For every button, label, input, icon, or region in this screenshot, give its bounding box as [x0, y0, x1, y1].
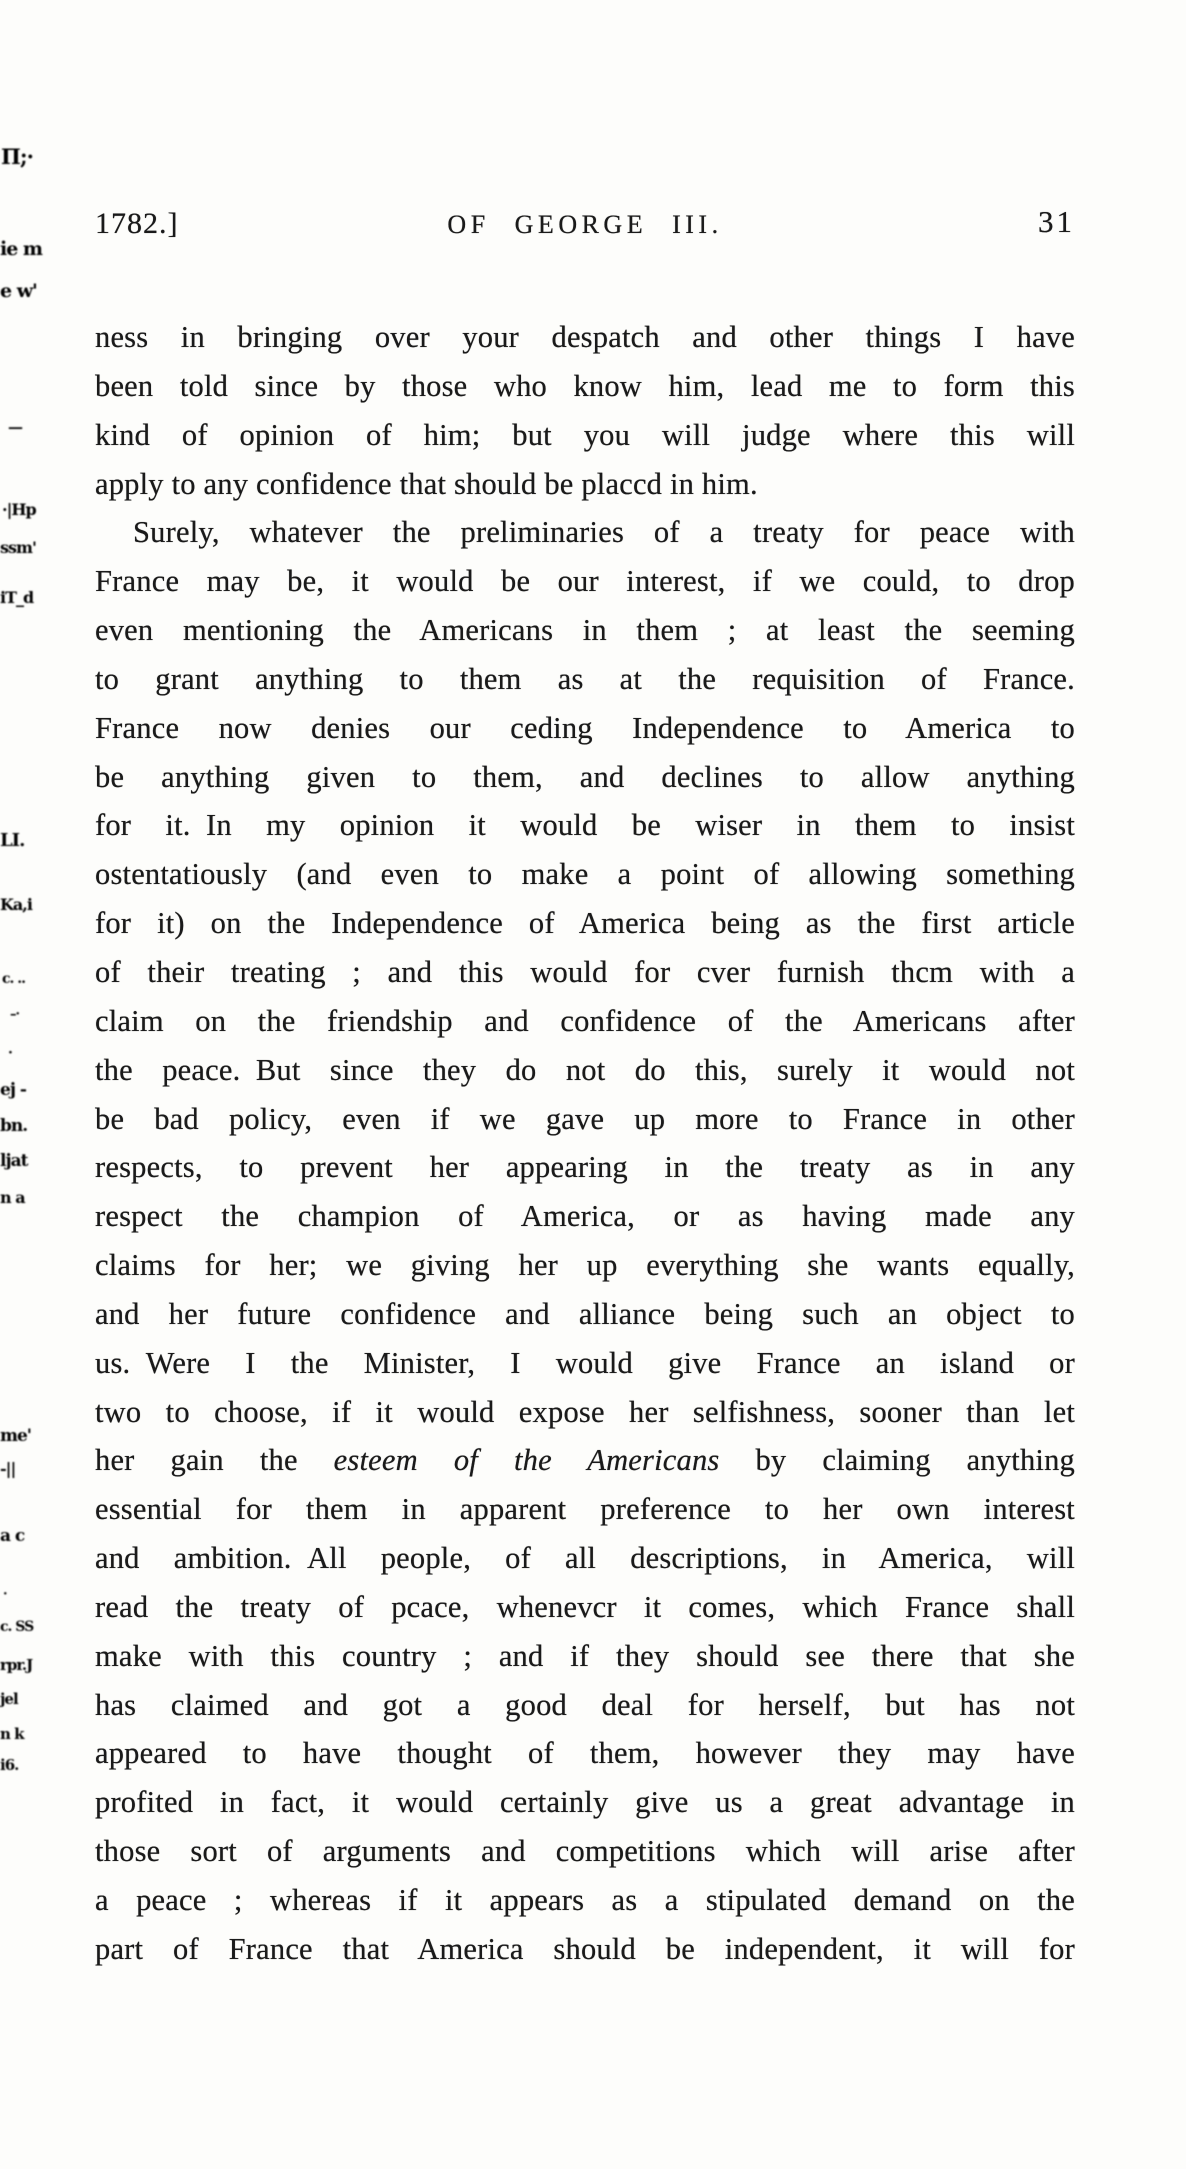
text-line: claims for her; we giving her up everything she wants equally,	[95, 1248, 1075, 1283]
margin-artifact: —	[8, 418, 22, 436]
text-line: to grant anything to them as at the requisition of France.	[95, 661, 1075, 696]
margin-artifact: a c	[0, 1526, 25, 1546]
margin-artifact: me'	[0, 1426, 32, 1446]
text-line: been told since by those who know him, lead me to form this	[95, 368, 1075, 403]
text-line: two to choose, if it would expose her selfishness, sooner than let	[95, 1394, 1075, 1429]
margin-artifact: ssm'	[0, 538, 36, 557]
text-segment: her gain the	[95, 1443, 334, 1478]
text-line: Surely, whatever the preliminaries of a treaty for peace with	[133, 515, 1075, 550]
text-line: of their treating ; and this would for cver furnish thcm with a	[95, 954, 1075, 989]
text-line: ness in bringing over your despatch and other things I have	[95, 320, 1075, 354]
margin-artifact: e w'	[0, 280, 37, 302]
text-line: a peace ; whereas if it appears as a stipulated demand on the	[95, 1883, 1075, 1917]
margin-artifact: LI.	[0, 830, 25, 851]
text-line: read the treaty of pcace, whenevcr it comes, which France shall	[95, 1589, 1075, 1624]
text-line: for it) on the Independence of America being as the first article	[95, 906, 1075, 941]
margin-artifact: n a	[0, 1188, 25, 1207]
margin-artifact: ·	[3, 1587, 7, 1602]
text-line: appeared to have thought of them, however they may have	[95, 1736, 1075, 1771]
margin-artifact: i6.	[0, 1756, 19, 1774]
text-line: profited in fact, it would certainly give us a great advantage in	[95, 1785, 1075, 1820]
text-line: respects, to prevent her appearing in the treaty as in any	[95, 1150, 1075, 1185]
margin-artifact: bn.	[0, 1116, 28, 1136]
header-year: 1782.]	[95, 207, 179, 240]
margin-artifact: ie m	[0, 238, 43, 260]
text-line: and her future confidence and alliance being such an object to	[95, 1296, 1075, 1331]
margin-artifact: ·|Hp	[2, 500, 36, 519]
text-line: be anything given to them, and declines to allow anything	[95, 759, 1075, 794]
text-line: ostentatiously (and even to make a point of allowing something	[95, 857, 1075, 892]
header-running-title: OF GEORGE III.	[447, 210, 723, 239]
margin-artifact: jel	[0, 1690, 18, 1708]
margin-artifact: ·	[8, 1045, 12, 1061]
margin-artifact: c. SS	[0, 1619, 34, 1635]
page-header	[95, 204, 1075, 250]
text-line: claim on the friendship and confidence of the Americans after	[95, 1003, 1075, 1038]
italic-phrase: esteem of the Americans	[333, 1443, 720, 1478]
margin-artifact: –·	[10, 1007, 20, 1022]
text-line: be bad policy, even if we gave up more to France in other	[95, 1101, 1075, 1136]
margin-artifact: iT_d	[0, 588, 34, 607]
margin-artifact: Π;·	[1, 144, 33, 169]
margin-artifact: Ka,i	[0, 895, 32, 914]
text-line: apply to any confidence that should be placcd in him.	[95, 466, 758, 501]
text-line: us. Were I the Minister, I would give France an island or	[95, 1345, 1075, 1380]
margin-artifact: c. ..	[2, 971, 26, 987]
body-text	[95, 313, 1075, 1974]
text-line: part of France that America should be independent, it will for	[95, 1931, 1075, 1966]
page-number: 31	[1038, 204, 1075, 239]
text-line: even mentioning the Americans in them ; at least the seeming	[95, 613, 1075, 648]
margin-artifact: -||	[0, 1459, 16, 1478]
text-line: make with this country ; and if they should see there that she	[95, 1638, 1075, 1673]
text-line: the peace. But since they do not do this, surely it would not	[95, 1052, 1075, 1087]
text-line	[95, 1436, 1075, 1485]
margin-artifact: rpr.J	[0, 1656, 33, 1674]
text-line: France now denies our ceding Independence to America to	[95, 710, 1075, 745]
text-line: essential for them in apparent preference to her own interest	[95, 1492, 1075, 1527]
text-line: France may be, it would be our interest, if we could, to drop	[95, 564, 1075, 599]
margin-artifact: ljat	[0, 1151, 28, 1171]
margin-artifact: n k	[0, 1725, 24, 1743]
text-line: has claimed and got a good deal for herself, but has not	[95, 1687, 1075, 1722]
text-line: kind of opinion of him; but you will judge where this will	[95, 417, 1075, 452]
margin-artifact: ej -	[0, 1080, 26, 1100]
text-line: respect the champion of America, or as having made any	[95, 1199, 1075, 1234]
text-segment: by claiming anything	[719, 1443, 1075, 1478]
text-line: and ambition. All people, of all descriptions, in America, will	[95, 1541, 1075, 1576]
text-line: those sort of arguments and competitions which will arise after	[95, 1834, 1075, 1869]
text-line: for it. In my opinion it would be wiser in them to insist	[95, 808, 1075, 843]
